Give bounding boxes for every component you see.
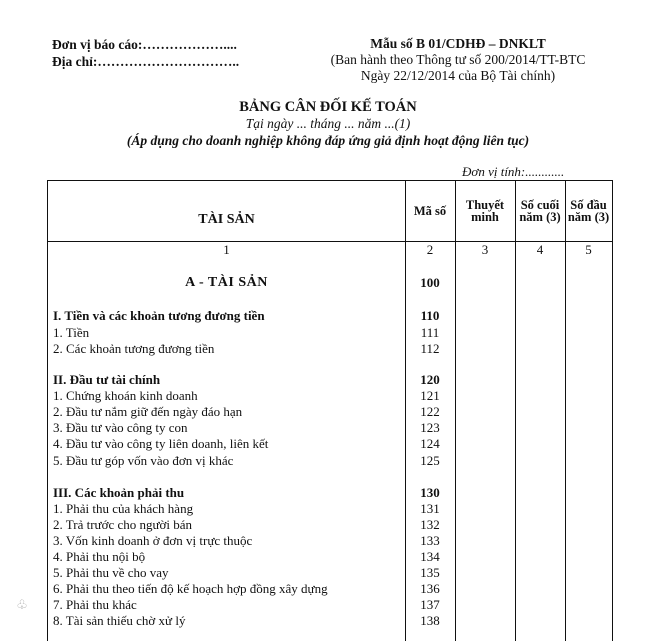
- row-label: 2. Đầu tư nắm giữ đến ngày đáo hạn: [53, 404, 243, 419]
- row-code: 120: [420, 372, 440, 387]
- row-label: 1. Phải thu của khách hàng: [53, 501, 194, 516]
- form-info-block: [320, 36, 596, 84]
- row-code: 134: [420, 549, 440, 564]
- row-label: 3. Vốn kinh doanh ở đơn vị trực thuộc: [53, 533, 253, 548]
- row-label: 7. Phải thu khác: [53, 597, 137, 612]
- row-label: 5. Đầu tư góp vốn vào đơn vị khác: [53, 453, 234, 468]
- row-label: 5. Phải thu về cho vay: [53, 565, 169, 580]
- column-number: 1: [223, 242, 230, 257]
- row-code: 131: [420, 501, 440, 516]
- row-label: 6. Phải thu theo tiến độ kế hoạch hợp đồng xây dựng: [53, 581, 328, 596]
- row-code: 137: [420, 597, 440, 612]
- column-number: 4: [536, 242, 544, 257]
- row-label: 1. Tiền: [53, 325, 90, 340]
- header-code: Mã số: [413, 203, 447, 218]
- header-divider: [48, 241, 612, 242]
- header-note: Thuyết minh: [465, 197, 505, 224]
- row-label: A - TÀI SẢN: [185, 275, 268, 290]
- column-number: 5: [585, 242, 592, 257]
- row-code: 123: [420, 420, 440, 435]
- row-label: 4. Phải thu nội bộ: [53, 549, 146, 564]
- currency-unit: Đơn vị tính:............: [462, 164, 565, 179]
- row-code: 111: [420, 325, 440, 340]
- title-block: [0, 98, 656, 149]
- row-label: 4. Đầu tư vào công ty liên doanh, liên kết: [53, 436, 269, 451]
- row-code: 135: [420, 565, 440, 580]
- row-label: 2. Các khoản tương đương tiền: [53, 341, 215, 356]
- row-code: 100: [420, 275, 440, 290]
- reporting-unit-block: [52, 36, 239, 70]
- column-number: 3: [481, 242, 489, 257]
- row-code: 136: [420, 581, 440, 596]
- header-end-of-year: Số cuối năm (3): [519, 197, 561, 224]
- row-code: 130: [420, 485, 440, 500]
- address-label: Địa chỉ:…………………………..: [52, 54, 240, 69]
- row-label: III. Các khoản phải thu: [53, 485, 185, 500]
- row-code: 112: [420, 341, 440, 356]
- row-label: I. Tiền và các khoản tương đương tiền: [53, 308, 265, 323]
- row-label: 1. Chứng khoán kinh doanh: [53, 388, 198, 403]
- issued-by-line: (Ban hành theo Thông tư số 200/2014/TT-BTC: [330, 52, 586, 67]
- form-code: Mẫu số B 01/CDHĐ – DNKLT: [370, 36, 546, 51]
- row-code: 125: [420, 453, 440, 468]
- tree-logo-icon: ♧: [16, 598, 28, 613]
- row-code: 132: [420, 517, 440, 532]
- row-code: 133: [420, 533, 440, 548]
- column-number: 2: [426, 242, 434, 257]
- balance-sheet-table: [47, 180, 613, 641]
- row-label: 3. Đầu tư vào công ty con: [53, 420, 188, 435]
- issued-date-line: Ngày 22/12/2014 của Bộ Tài chính): [360, 68, 556, 83]
- header-beginning-of-year: Số đầu năm (3): [567, 197, 610, 224]
- header-asset: TÀI SẢN: [198, 211, 255, 227]
- row-code: 124: [420, 436, 440, 451]
- row-label: 8. Tài sản thiếu chờ xử lý: [53, 613, 186, 628]
- applicability-note: (Áp dụng cho doanh nghiệp không đáp ứng giả định hoạt động liên tục): [126, 133, 530, 148]
- row-label: II. Đầu tư tài chính: [53, 372, 161, 387]
- row-label: 2. Trả trước cho người bán: [53, 517, 193, 532]
- reporting-unit-label: Đơn vị báo cáo:………………....: [52, 37, 237, 52]
- row-code: 122: [420, 404, 440, 419]
- row-code: 110: [420, 308, 440, 323]
- document-title: BẢNG CÂN ĐỐI KẾ TOÁN: [239, 99, 417, 115]
- row-code: 138: [420, 613, 440, 628]
- row-code: 121: [420, 388, 440, 403]
- date-subtitle: Tại ngày ... tháng ... năm ...(1): [245, 116, 411, 131]
